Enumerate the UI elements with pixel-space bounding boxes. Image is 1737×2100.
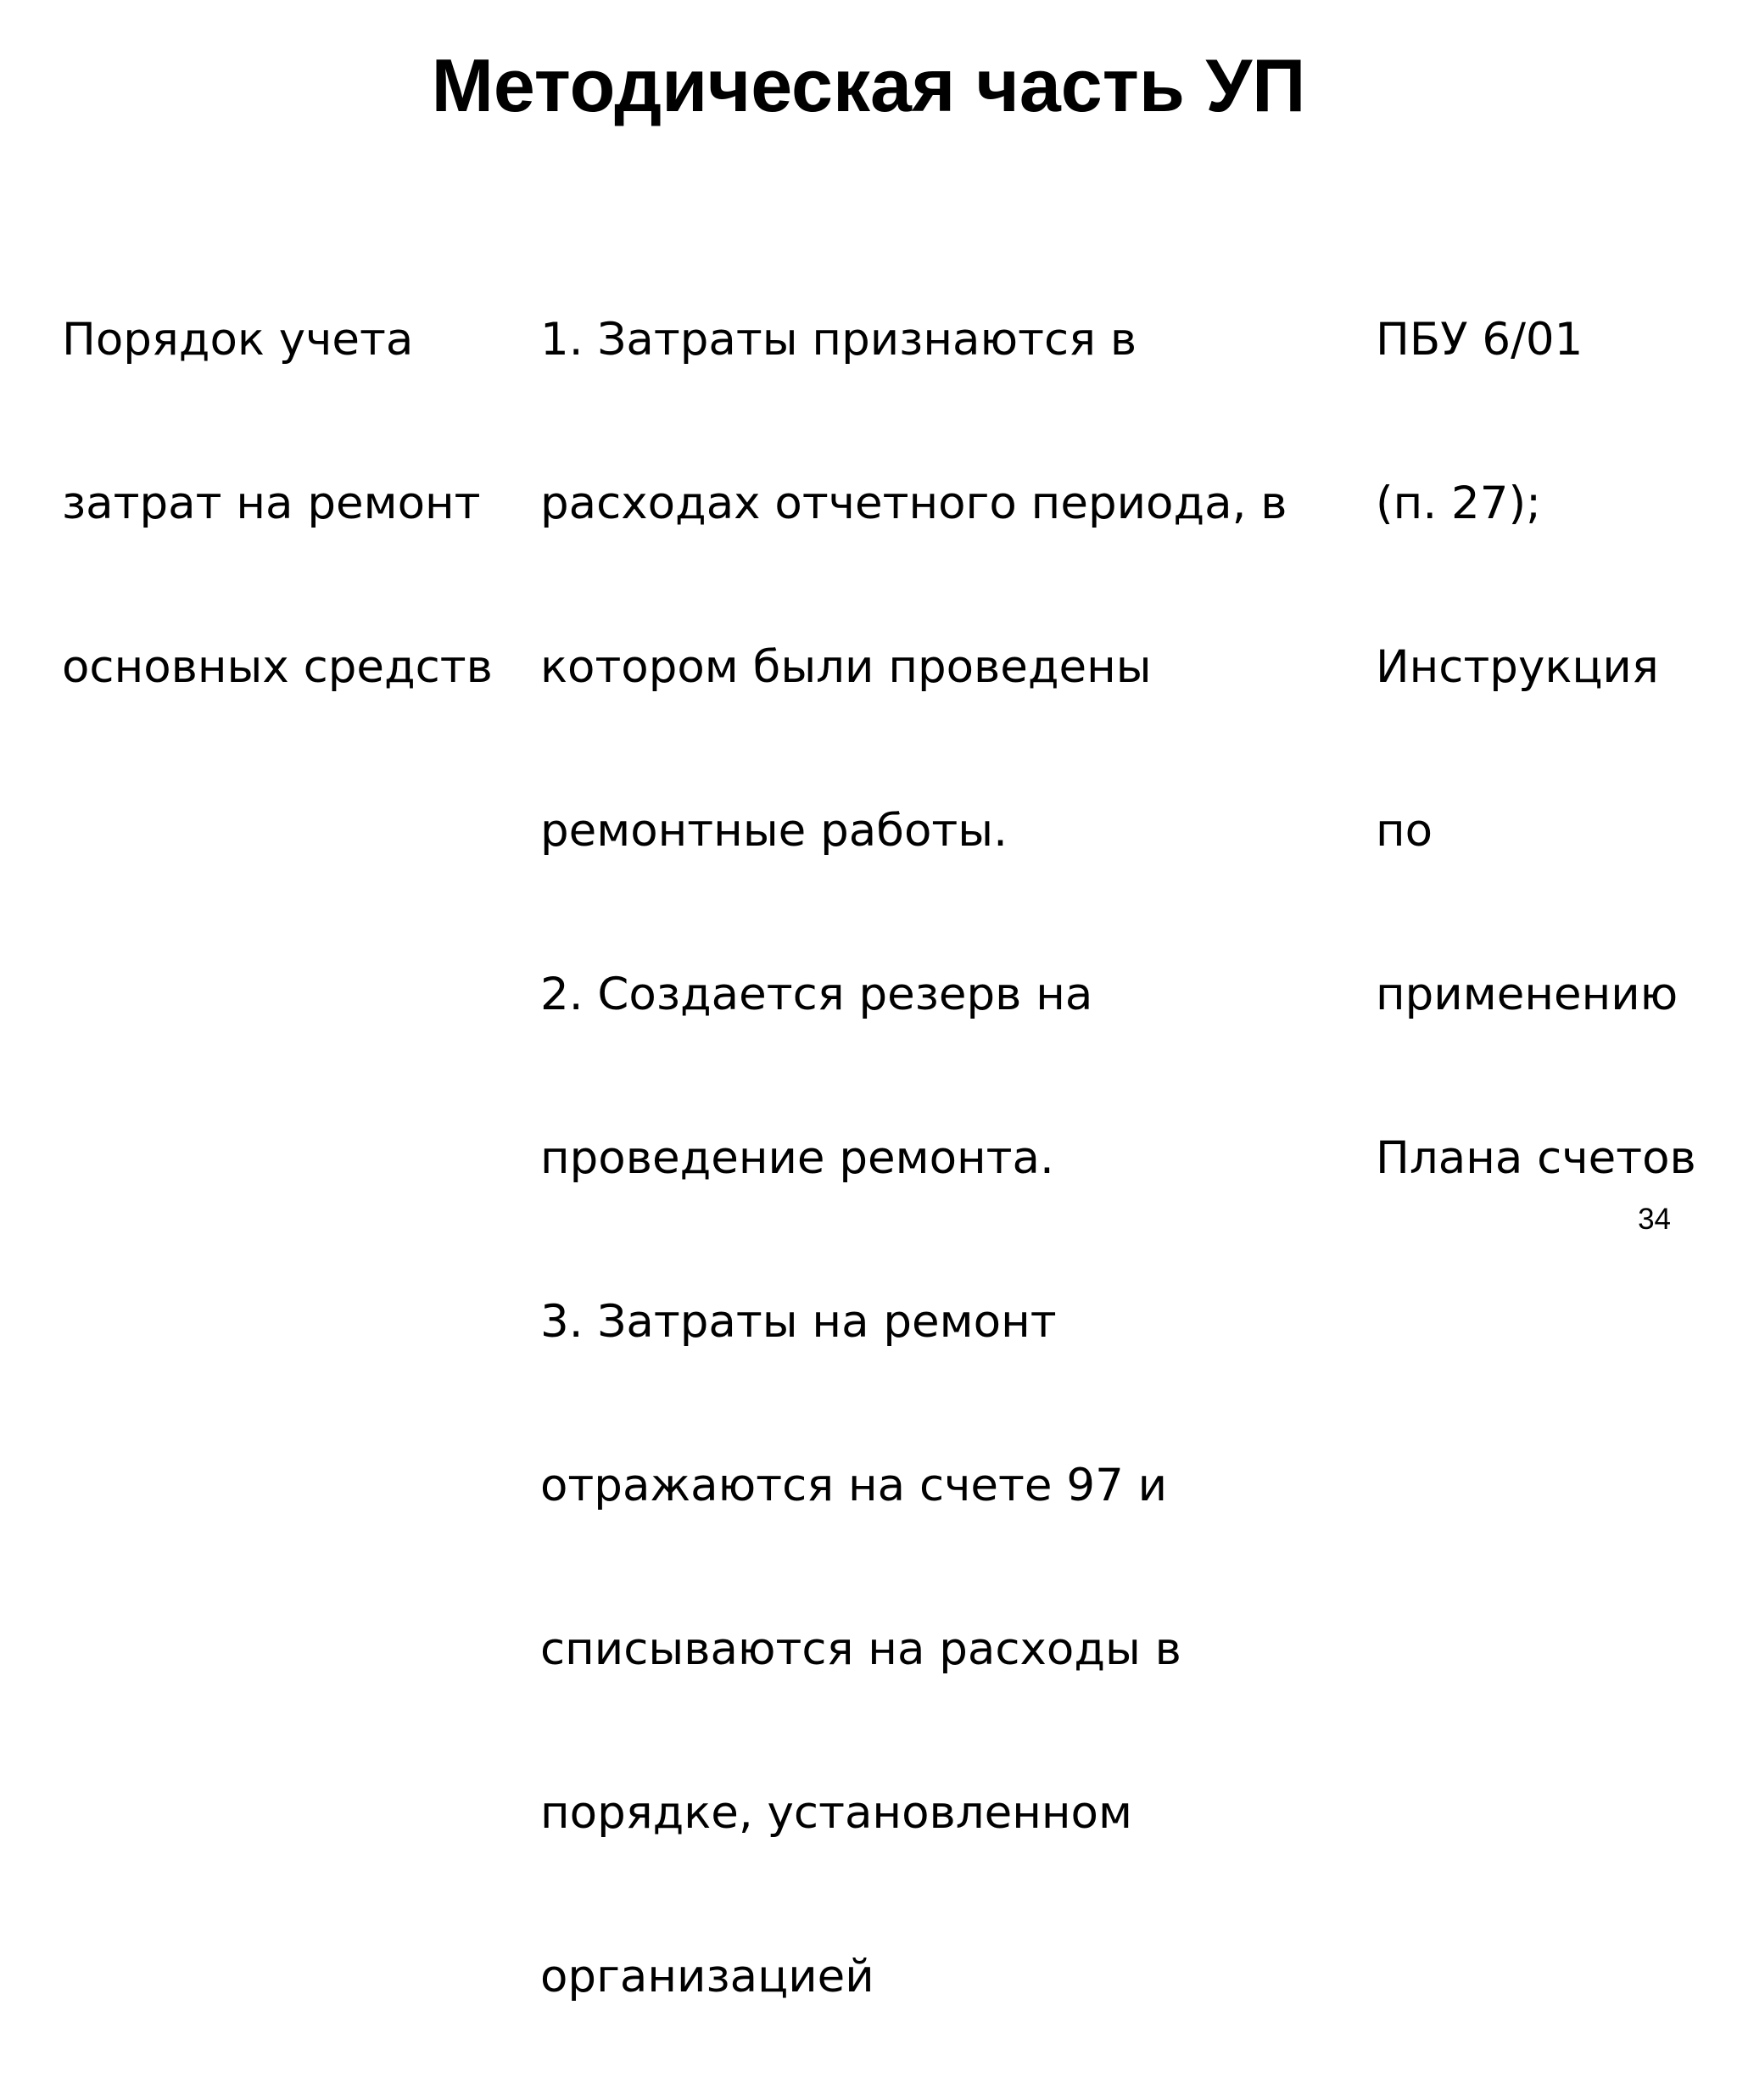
reference-line: применению — [1376, 968, 1678, 1020]
method-line: списываются на расходы в — [540, 1622, 1181, 1675]
method-line: котором были проведены — [540, 640, 1152, 693]
reference-line: Инструкция — [1376, 640, 1659, 693]
methods-column — [540, 217, 1371, 2100]
method-line: проведение ремонта. — [540, 1131, 1054, 1184]
topic-line: затрат на ремонт — [62, 477, 481, 529]
reference-line: по — [1376, 804, 1433, 857]
method-line: 1. Затраты признаются в — [540, 313, 1137, 366]
page-number: 34 — [1638, 1203, 1671, 1236]
method-line: отражаются на счете 97 и — [540, 1459, 1168, 1511]
method-line: расходах отчетного периода, в — [540, 477, 1287, 529]
topic-line: Порядок учета — [62, 313, 414, 366]
topic-line: основных средств — [62, 640, 493, 693]
topic-column — [62, 217, 537, 790]
method-line: организацией — [540, 1950, 874, 2002]
reference-line: (п. 27); — [1376, 477, 1541, 529]
slide-title: Методическая часть УП — [431, 43, 1306, 127]
reference-line: ПБУ 6/01 — [1376, 313, 1583, 366]
method-line: 3. Затраты на ремонт — [540, 1295, 1057, 1348]
method-line: 2. Создается резерв на — [540, 968, 1093, 1020]
reference-column — [1376, 217, 1732, 1282]
method-line: порядке, установленном — [540, 1786, 1132, 1839]
method-line: ремонтные работы. — [540, 804, 1008, 857]
reference-line: Плана счетов — [1376, 1131, 1696, 1184]
